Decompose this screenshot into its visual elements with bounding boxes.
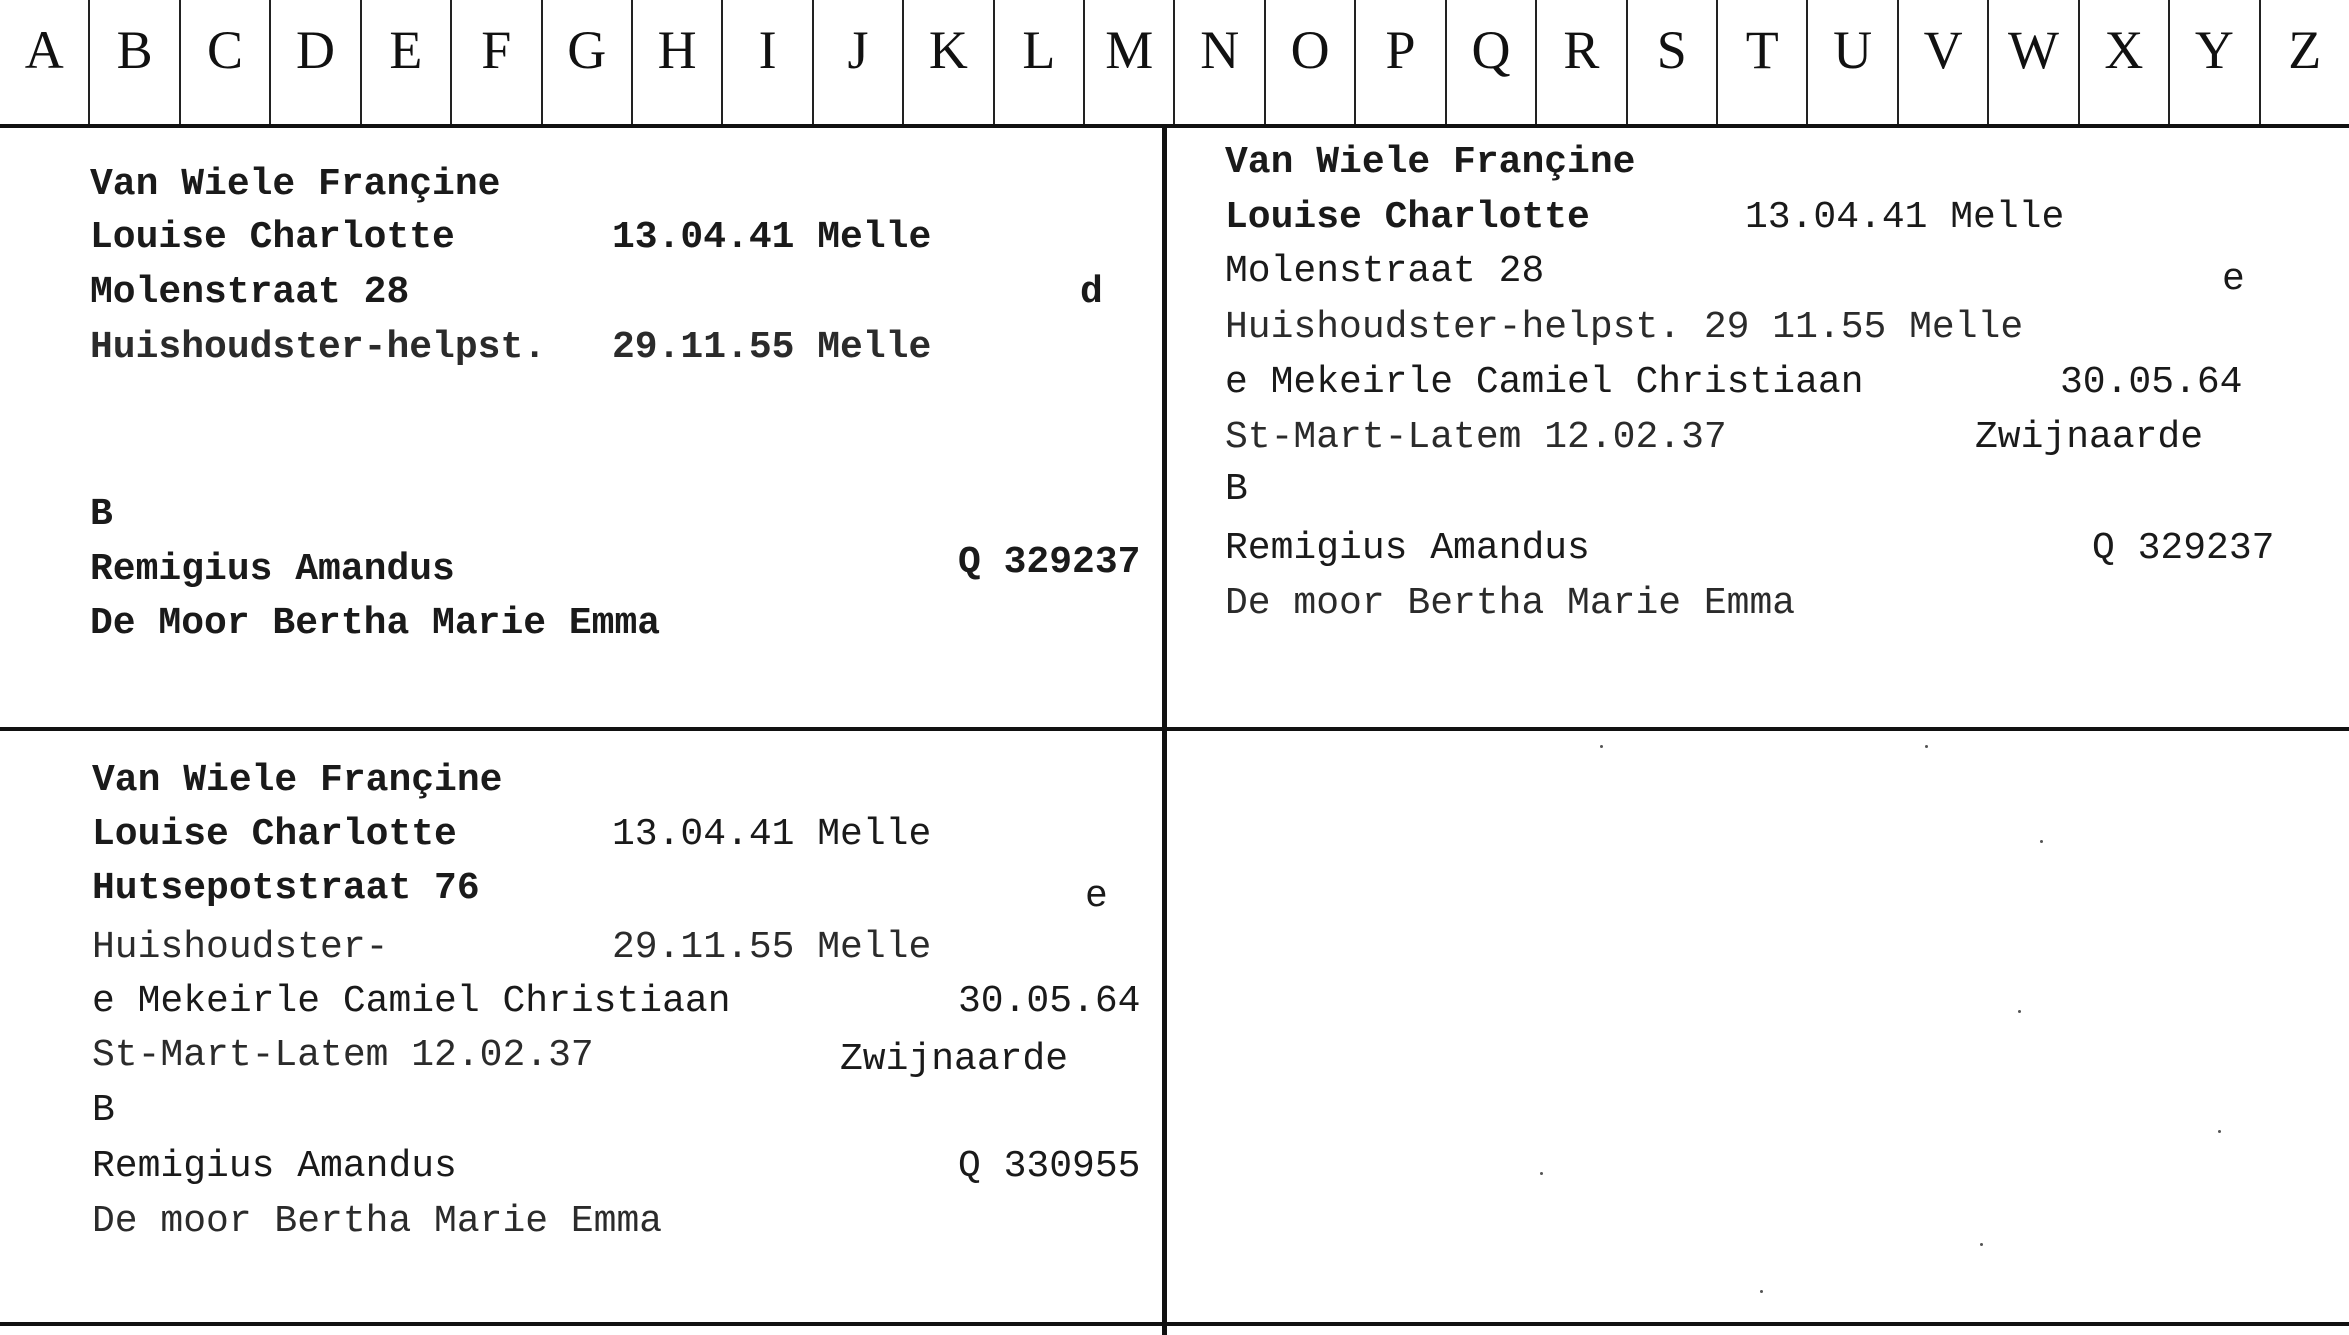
index-tab-g: G [541,0,631,124]
index-tab-l: L [993,0,1083,124]
index-tab-m: M [1083,0,1173,124]
card-file-number: Q 329237 [958,541,1141,584]
card-code: B [90,493,113,536]
card-occupation: Huishoudster- [92,926,389,969]
card-mother: De moor Bertha Marie Emma [1225,582,1796,625]
card-marriage-date: 30.05.64 [2060,361,2243,404]
card-marriage-date: 30.05.64 [958,980,1141,1023]
index-tab-y: Y [2168,0,2258,124]
card-address: Molenstraat 28 [90,271,410,314]
card-father: Remigius Amandus [1225,527,1590,570]
index-tab-k: K [902,0,992,124]
index-tab-r: R [1535,0,1625,124]
index-tab-h: H [631,0,721,124]
card-occupation-date: 29.11.55 Melle [612,326,932,369]
card-father: Remigius Amandus [92,1145,457,1188]
card-divider-horizontal [0,727,2349,731]
index-tab-i: I [721,0,811,124]
card-file-number: Q 329237 [2092,527,2275,570]
card-given-names: Louise Charlotte [90,216,455,259]
index-tab-p: P [1354,0,1444,124]
scan-speck [2018,1010,2021,1013]
card-code: B [92,1089,115,1132]
card-marker: e [2222,258,2245,301]
card-marker: d [1080,271,1103,314]
index-tab-q: Q [1445,0,1535,124]
card-given-names: Louise Charlotte [92,813,457,856]
card-given-names: Louise Charlotte [1225,196,1590,239]
index-tab-t: T [1716,0,1806,124]
index-tab-c: C [179,0,269,124]
index-tab-d: D [269,0,359,124]
index-tab-z: Z [2259,0,2349,124]
index-tab-j: J [812,0,902,124]
card-divider-vertical [1162,128,1167,1335]
index-tab-e: E [360,0,450,124]
index-tab-f: F [450,0,540,124]
card-mother: De Moor Bertha Marie Emma [90,602,661,645]
index-tab-o: O [1264,0,1354,124]
index-tab-a: A [24,20,64,80]
card-bottom-edge [0,1322,2349,1326]
scan-speck [2218,1130,2221,1133]
card-birth: 13.04.41 Melle [612,813,932,856]
card-spouse: e Mekeirle Camiel Christiaan [92,980,731,1023]
index-tab-v: V [1897,0,1987,124]
card-name: Van Wiele Françine [92,759,503,802]
card-mother: De moor Bertha Marie Emma [92,1200,663,1243]
index-tab-b: B [88,0,178,124]
scan-speck [1760,1290,1763,1293]
card-spouse-birth: St-Mart-Latem 12.02.37 [1225,416,1727,459]
card-marriage-place: Zwijnaarde [840,1038,1069,1081]
card-spouse-birth: St-Mart-Latem 12.02.37 [92,1034,594,1077]
card-spouse: e Mekeirle Camiel Christiaan [1225,361,1864,404]
card-marker: e [1085,875,1108,918]
index-tab-w: W [1987,0,2077,124]
scan-speck [1980,1243,1983,1246]
scan-speck [1600,745,1603,748]
card-birth: 13.04.41 Melle [1745,196,2065,239]
scan-speck [2040,840,2043,843]
card-birth: 13.04.41 Melle [612,216,932,259]
card-occupation-date: 29.11.55 Melle [612,926,932,969]
scan-speck [1925,745,1928,748]
alphabet-index-strip [0,0,2349,128]
index-tab-u: U [1806,0,1896,124]
card-occupation: Huishoudster-helpst. [90,326,547,369]
card-marriage-place: Zwijnaarde [1975,416,2204,459]
card-file-number: Q 330955 [958,1145,1141,1188]
card-address: Hutsepotstraat 76 [92,867,480,910]
card-name: Van Wiele Françine [1225,141,1636,184]
card-father: Remigius Amandus [90,548,455,591]
index-tab-x: X [2078,0,2168,124]
index-tab-n: N [1173,0,1263,124]
card-name: Van Wiele Françine [90,163,501,206]
card-code: B [1225,468,1248,511]
scan-speck [1540,1172,1543,1175]
card-address: Molenstraat 28 [1225,250,1545,293]
card-occupation: Huishoudster-helpst. 29 11.55 Melle [1225,306,2024,349]
index-tab-s: S [1626,0,1716,124]
